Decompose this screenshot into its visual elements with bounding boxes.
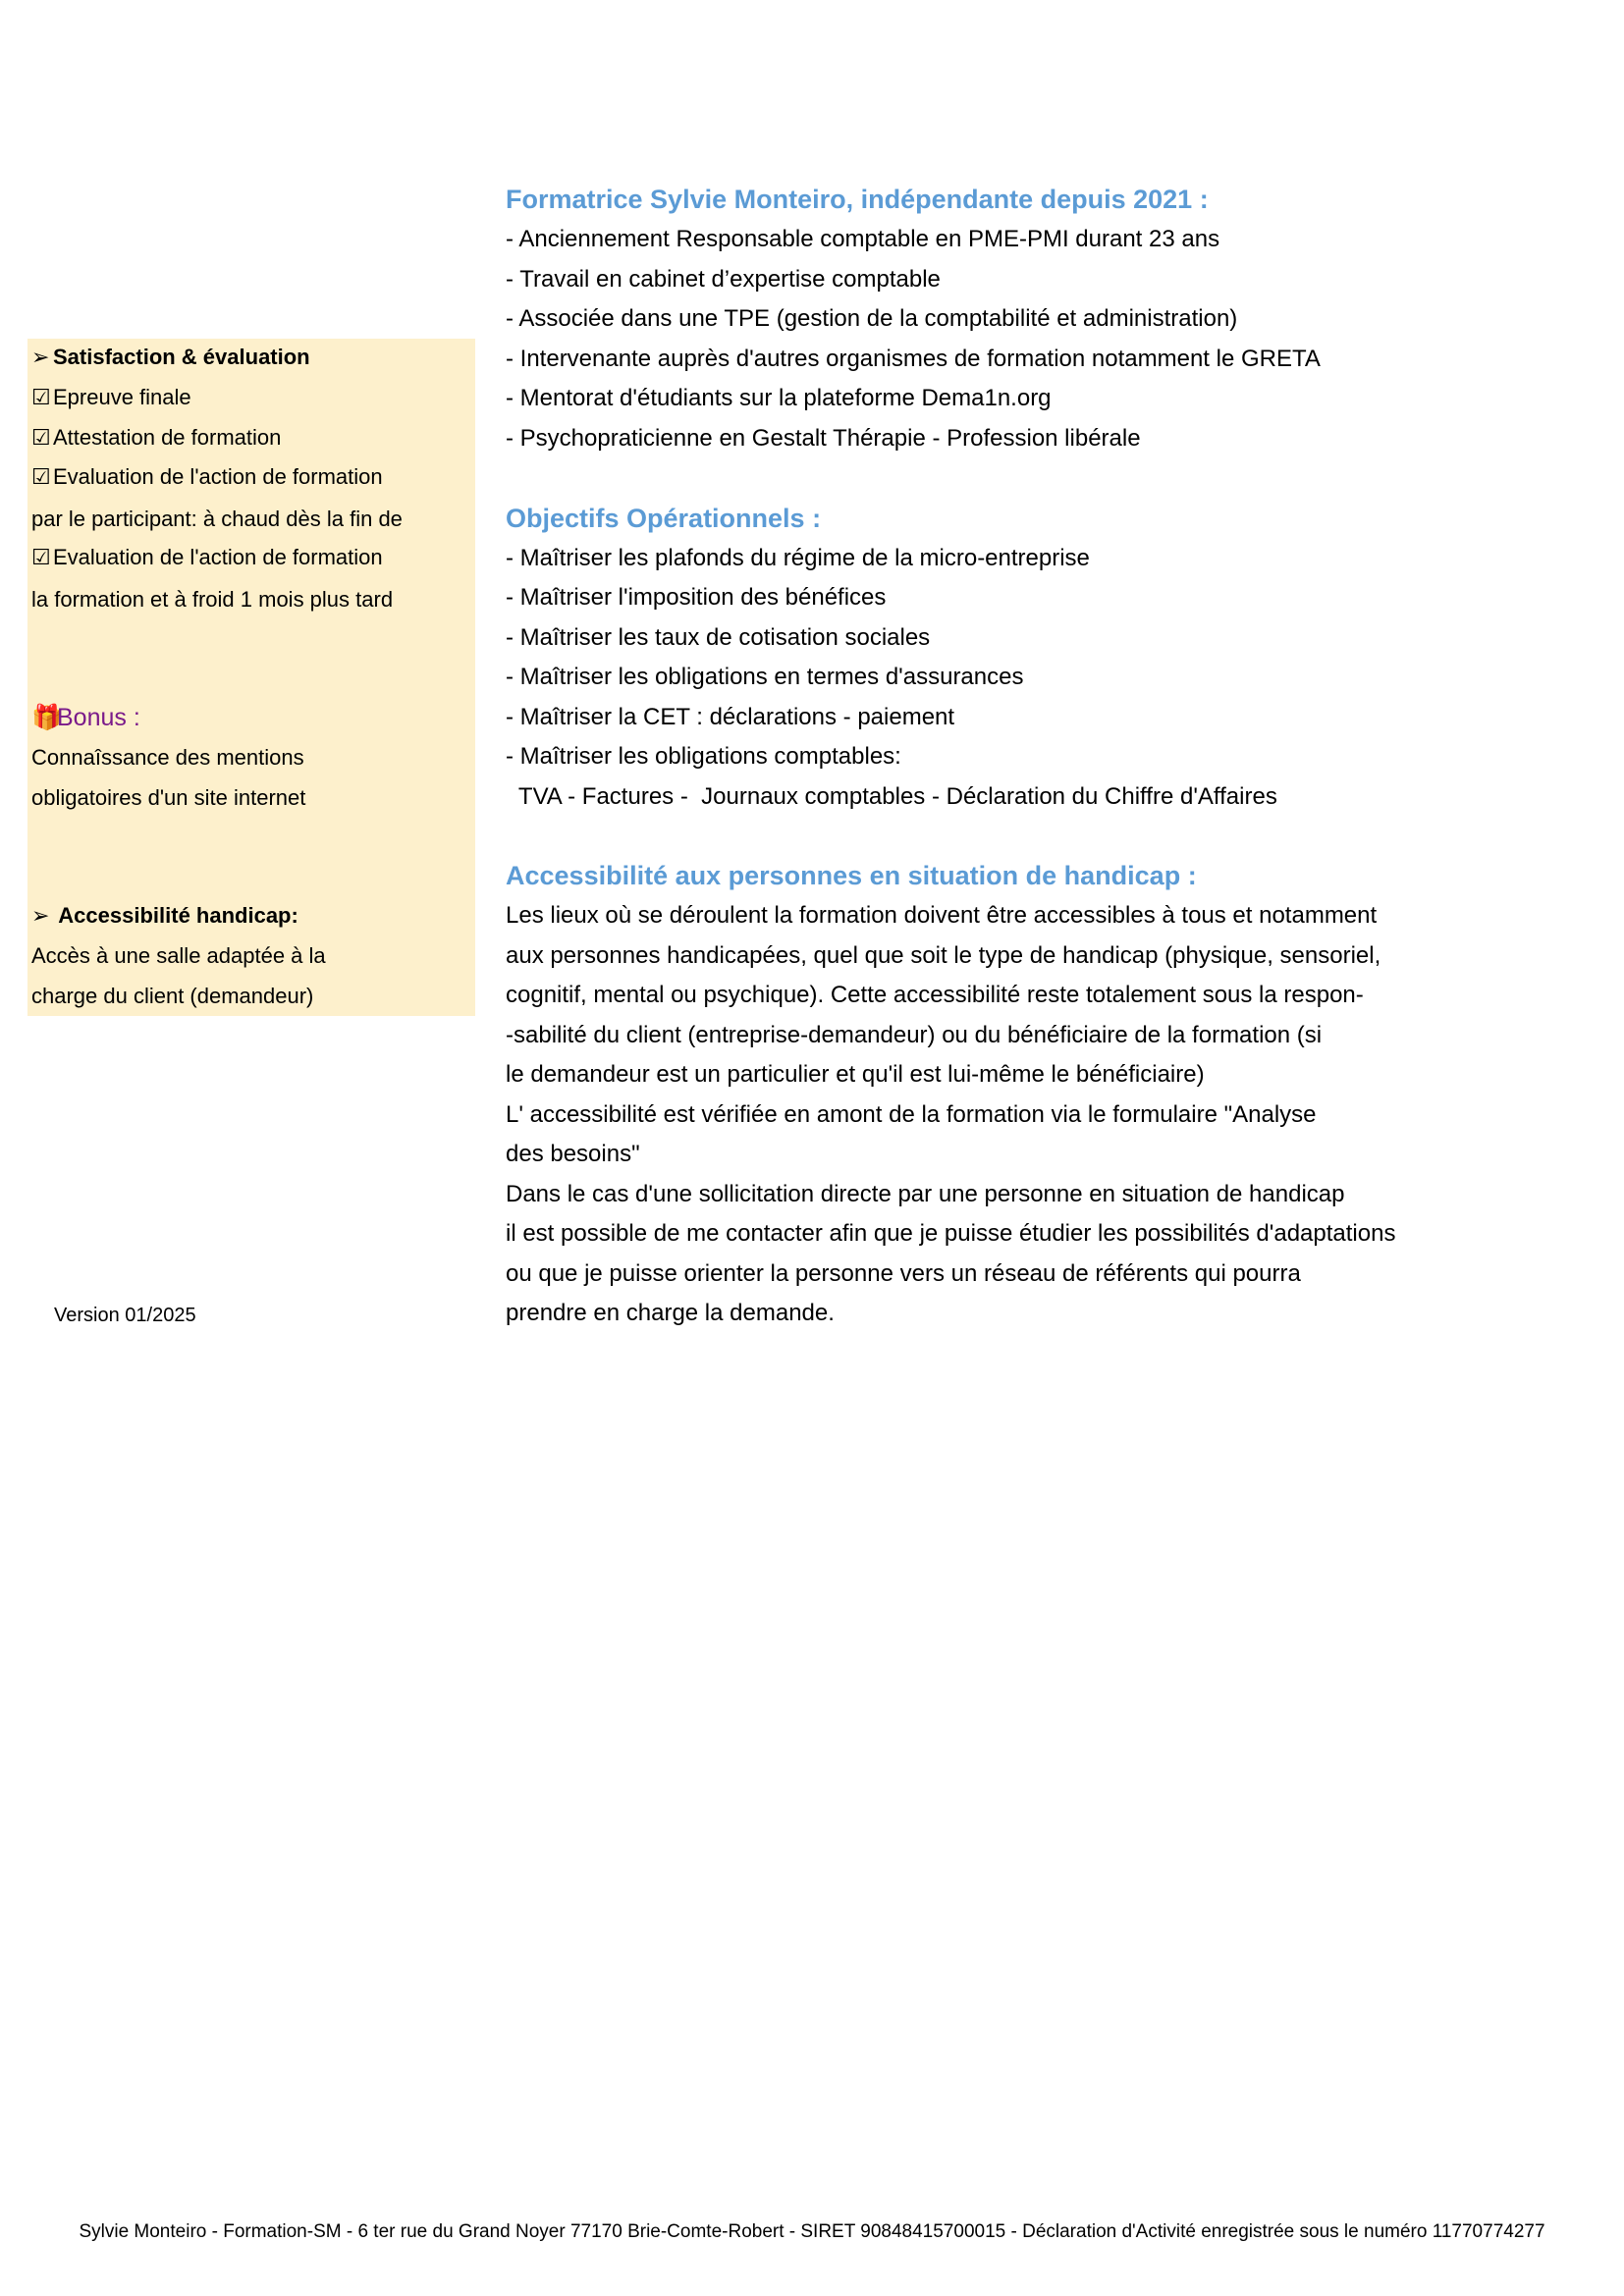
objective-line: TVA - Factures - Journaux comptables - Déclaration du Chiffre d'Affaires: [506, 783, 1277, 810]
trainer-heading: Formatrice Sylvie Monteiro, indépendante depuis 2021 :: [506, 185, 1209, 214]
arrow-bullet-icon: ➢: [31, 345, 50, 369]
checkbox-checked-icon: ☑: [31, 425, 51, 450]
objective-line: - Maîtriser la CET : déclarations - paiement: [506, 704, 955, 730]
sidebar-item: par le participant: à chaud dès la fin de: [31, 507, 403, 531]
accessibility-line: des besoins": [506, 1141, 640, 1167]
sidebar-item: ☑ Epreuve finale: [31, 383, 191, 412]
page-footer: Sylvie Monteiro - Formation-SM - 6 ter rue du Grand Noyer 77170 Brie-Comte-Robert - SIRET 90848415700015 - Déclaration d'Activité enregistrée sous le numéro 11770774277: [79, 2221, 1545, 2242]
objective-line: - Maîtriser les taux de cotisation sociales: [506, 624, 931, 651]
sidebar-item: ☑ Attestation de formation: [31, 423, 281, 453]
gift-icon: 🎁: [31, 704, 63, 731]
accessibility-line: -sabilité du client (entreprise-demandeur) ou du bénéficiaire de la formation (si: [506, 1022, 1323, 1048]
trainer-line: - Intervenante auprès d'autres organismes de formation notamment le GRETA: [506, 346, 1321, 372]
accessibility-line: cognitif, mental ou psychique). Cette accessibilité reste totalement sous la respon-: [506, 982, 1364, 1008]
accessibility-line: aux personnes handicapées, quel que soit le type de handicap (physique, sensoriel,: [506, 942, 1381, 969]
version-label: Version 01/2025: [54, 1305, 196, 1326]
objective-line: - Maîtriser les obligations en termes d'assurances: [506, 664, 1024, 690]
trainer-line: - Anciennement Responsable comptable en PME-PMI durant 23 ans: [506, 226, 1220, 252]
trainer-line: - Psychopraticienne en Gestalt Thérapie - Profession libérale: [506, 425, 1141, 452]
objective-line: - Maîtriser les plafonds du régime de la micro-entreprise: [506, 545, 1090, 571]
checkbox-checked-icon: ☑: [31, 385, 51, 409]
accessibility-line: L' accessibilité est vérifiée en amont de la formation via le formulaire "Analyse: [506, 1101, 1317, 1128]
accessibility-heading: Accessibilité aux personnes en situation de handicap :: [506, 861, 1197, 890]
access-line: Accès à une salle adaptée à la: [31, 943, 326, 968]
objective-line: - Maîtriser l'imposition des bénéfices: [506, 584, 887, 611]
bonus-line: obligatoires d'un site internet: [31, 785, 306, 810]
accessibility-line: ou que je puisse orienter la personne vers un réseau de référents qui pourra: [506, 1260, 1301, 1287]
trainer-line: - Travail en cabinet d’expertise comptable: [506, 266, 941, 293]
objectives-heading: Objectifs Opérationnels :: [506, 504, 822, 533]
accessibility-line: Dans le cas d'une sollicitation directe par une personne en situation de handicap: [506, 1181, 1345, 1207]
checkbox-checked-icon: ☑: [31, 464, 51, 489]
accessibility-line: Les lieux où se déroulent la formation doivent être accessibles à tous et notamment: [506, 902, 1378, 929]
trainer-line: - Associée dans une TPE (gestion de la comptabilité et administration): [506, 305, 1238, 332]
accessibility-line: il est possible de me contacter afin que je puisse étudier les possibilités d'adaptations: [506, 1220, 1396, 1247]
arrow-bullet-icon: ➢: [31, 903, 50, 928]
sidebar-item: ☑ Evaluation de l'action de formation: [31, 543, 383, 572]
accessibility-line: le demandeur est un particulier et qu'il est lui-même le bénéficiaire): [506, 1061, 1205, 1088]
bonus-heading: 🎁Bonus :: [31, 704, 140, 731]
access-line: charge du client (demandeur): [31, 984, 314, 1008]
sidebar-item: la formation et à froid 1 mois plus tard: [31, 587, 394, 612]
bonus-line: Connaîssance des mentions: [31, 745, 304, 770]
objective-line: - Maîtriser les obligations comptables:: [506, 743, 901, 770]
accessibility-line: prendre en charge la demande.: [506, 1300, 835, 1326]
checkbox-checked-icon: ☑: [31, 545, 51, 569]
accessibility-sidebar-heading: ➢ Accessibilité handicap:: [31, 901, 298, 931]
trainer-line: - Mentorat d'étudiants sur la plateforme Dema1n.org: [506, 385, 1052, 411]
satisfaction-heading: ➢ Satisfaction & évaluation: [31, 343, 310, 372]
sidebar-item: ☑ Evaluation de l'action de formation: [31, 462, 383, 492]
